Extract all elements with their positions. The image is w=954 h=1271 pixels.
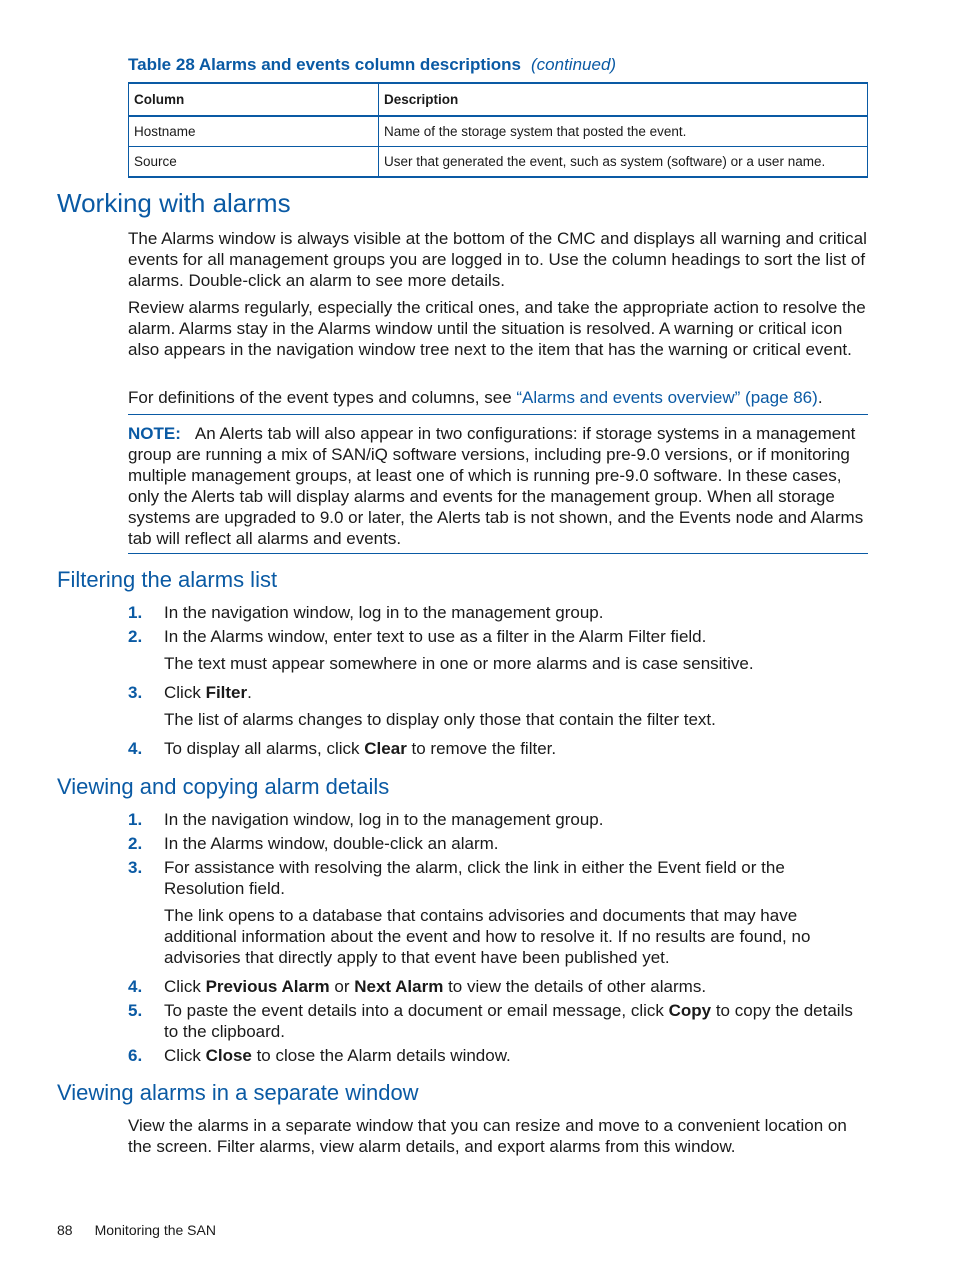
step-number: 4. [128, 739, 143, 758]
list-item [128, 976, 868, 997]
step-text [164, 682, 868, 703]
table-cell: Hostname [128, 117, 379, 146]
step-text [164, 1000, 868, 1042]
step-text-part: or [329, 977, 355, 996]
step-text-part: To paste the event details into a document or email message, click [164, 1001, 669, 1020]
close-button-ref: Close [205, 1046, 252, 1065]
footer-section-title: Monitoring the SAN [94, 1222, 216, 1238]
step-number: 2. [128, 834, 143, 853]
alarms-events-overview-link[interactable]: “Alarms and events overview” (page 86) [516, 388, 818, 407]
step-detail: The list of alarms changes to display only those that contain the filter text. [164, 710, 716, 729]
step-number: 3. [128, 683, 143, 702]
step-text-part: Click [164, 1046, 206, 1065]
step-detail: The text must appear somewhere in one or more alarms and is case sensitive. [164, 654, 754, 673]
column-descriptions-table [128, 82, 868, 178]
step-text-part: . [247, 683, 252, 702]
list-item [128, 626, 868, 647]
list-item [128, 738, 868, 759]
list-item [128, 857, 868, 899]
table-cell: User that generated the event, such as system (software) or a user name. [379, 147, 868, 176]
paragraph-with-link [128, 387, 868, 408]
step-text-part: Click [164, 683, 206, 702]
step-text: In the navigation window, log in to the management group. [164, 810, 604, 829]
step-number: 6. [128, 1046, 143, 1065]
table-header-description: Description [379, 84, 868, 115]
table-row [128, 147, 868, 176]
step-text-part: To display all alarms, click [164, 739, 365, 758]
subsection-heading-viewing-copying: Viewing and copying alarm details [57, 774, 390, 799]
list-item [128, 682, 868, 703]
note-body: An Alerts tab will also appear in two configurations: if storage systems in a management group are running a mix of SAN/iQ software versions, including pre-9.0 versions, or if monitoring multiple management groups, at least one of which is running pre-9.0 software. In these cases, only the Alerts tab will display alarms and events for the management group. When all storage systems are upgraded to 9.0 or later, the Alerts tab is not shown, and the Events node and Alarms tab will reflect all alarms and events. [128, 424, 864, 548]
table-header-column: Column [128, 84, 379, 115]
step-text-part: to copy the details to the clipboard. [164, 1001, 853, 1041]
list-item [128, 1045, 868, 1066]
filter-button-ref: Filter [205, 683, 248, 702]
step-text [164, 976, 868, 997]
paragraph: Review alarms regularly, especially the critical ones, and take the appropriate action to resolve the alarm. Alarms stay in the Alarms window until the situation is resolved. A warning or critical icon also appears in the navigation window tree next to the item that has the warning or critical event. [128, 298, 866, 359]
step-text: In the navigation window, log in to the management group. [164, 603, 604, 622]
step-text-part: Click [164, 977, 206, 996]
step-number: 1. [128, 810, 143, 829]
paragraph: The Alarms window is always visible at the bottom of the CMC and displays all warning and critical events for all management groups you are logged in to. Use the column headings to sort the list of alarms. Double-click an alarm to see more details. [128, 229, 867, 290]
table-cell: Name of the storage system that posted the event. [379, 117, 868, 146]
step-detail: The link opens to a database that contains advisories and documents that may have additional information about the event and how to resolve it. If no results are found, no advisories that directly apply to that event have been published yet. [164, 906, 811, 967]
step-text [164, 738, 868, 759]
step-text-part: to remove the filter. [406, 739, 557, 758]
paragraph: View the alarms in a separate window that you can resize and move to a convenient location on the screen. Filter alarms, view alarm details, and export alarms from this window. [128, 1116, 847, 1156]
copy-button-ref: Copy [668, 1001, 712, 1020]
step-number: 4. [128, 977, 143, 996]
subsection-heading-filtering: Filtering the alarms list [57, 567, 278, 592]
clear-button-ref: Clear [364, 739, 407, 758]
page-footer [57, 1222, 216, 1238]
table-header-row [128, 84, 868, 117]
table-caption [128, 55, 616, 75]
table-cell: Source [128, 147, 379, 176]
paragraph-text: For definitions of the event types and columns, see [128, 388, 517, 407]
list-item [128, 809, 868, 830]
page-number: 88 [57, 1222, 73, 1238]
previous-alarm-button-ref: Previous Alarm [205, 977, 330, 996]
table-caption-continued: (continued) [531, 55, 617, 74]
step-number: 3. [128, 858, 143, 877]
step-text-part: to view the details of other alarms. [443, 977, 707, 996]
paragraph-text: . [817, 388, 823, 407]
table-row [128, 117, 868, 147]
list-item [128, 602, 868, 623]
note-text [128, 423, 868, 549]
next-alarm-button-ref: Next Alarm [354, 977, 444, 996]
table-caption-title: Table 28 Alarms and events column descriptions [128, 55, 522, 74]
step-number: 2. [128, 627, 143, 646]
step-text: In the Alarms window, enter text to use as a filter in the Alarm Filter field. [164, 627, 707, 646]
step-text: For assistance with resolving the alarm, click the link in either the Event field or the Resolution field. [164, 858, 785, 898]
section-heading-working-with-alarms: Working with alarms [57, 188, 291, 218]
list-item [128, 1000, 868, 1042]
step-text [164, 1045, 868, 1066]
list-item [128, 833, 868, 854]
note-label: NOTE: [128, 424, 181, 443]
subsection-heading-separate-window: Viewing alarms in a separate window [57, 1080, 419, 1105]
step-text-part: to close the Alarm details window. [251, 1046, 511, 1065]
note-box [128, 414, 868, 554]
step-text: In the Alarms window, double-click an alarm. [164, 834, 499, 853]
step-number: 1. [128, 603, 143, 622]
step-number: 5. [128, 1001, 143, 1020]
